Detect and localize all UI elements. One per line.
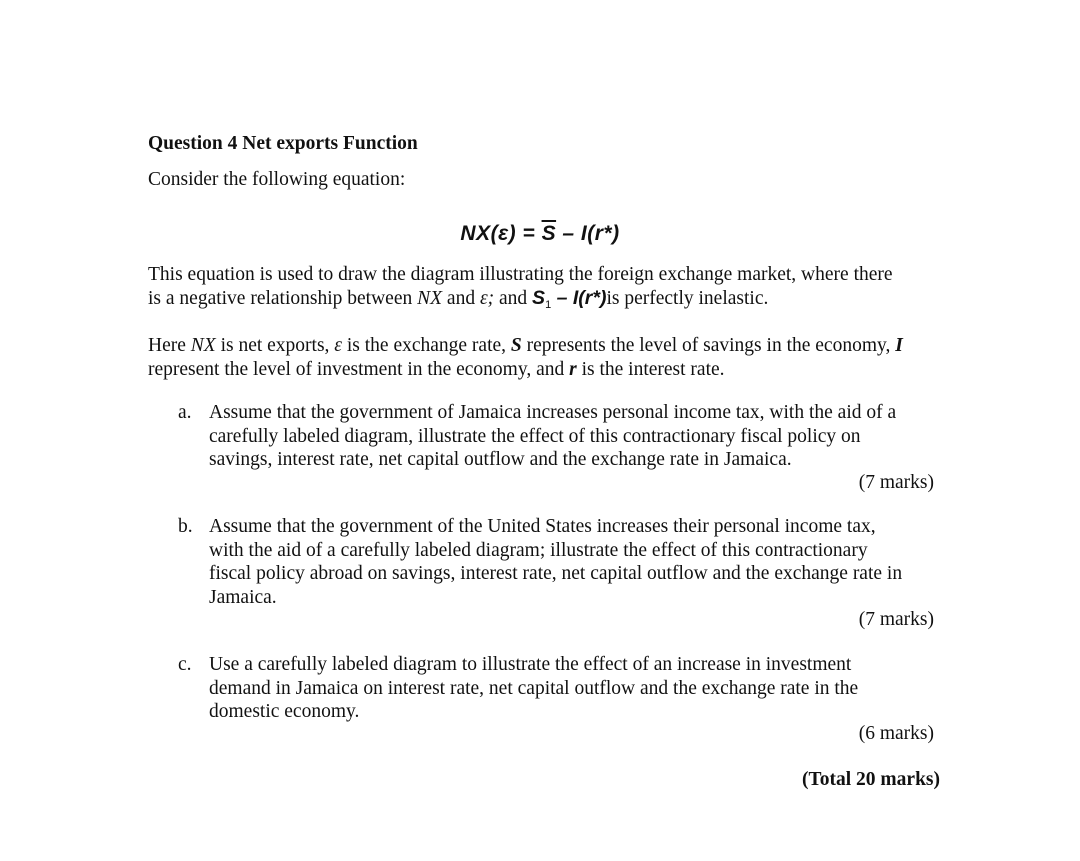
- text-run: represent the level of investment in the economy, and: [148, 358, 570, 380]
- text-run: is a negative relationship between: [148, 287, 418, 309]
- epsilon-symbol: ε;: [479, 287, 500, 309]
- s-subscript: 1: [545, 298, 552, 311]
- part-label: a.: [178, 402, 192, 423]
- part-line: demand in Jamaica on interest rate, net capital outflow and the exchange rate in the: [209, 677, 859, 699]
- s-symbol: S: [532, 286, 546, 309]
- part-text: [209, 515, 979, 609]
- explanation-line-1: This equation is used to draw the diagram illustrating the foreign exchange market, where there: [148, 264, 893, 285]
- text-run: and: [499, 287, 533, 309]
- nx-symbol: NX: [417, 287, 443, 309]
- part-line: with the aid of a carefully labeled diagram; illustrate the effect of this contractionary: [209, 539, 868, 561]
- part-a-marks: (7 marks): [858, 472, 934, 493]
- text-run: is the interest rate.: [576, 358, 725, 380]
- equation: [0, 222, 1080, 246]
- equation-lhs: NX(ε): [460, 222, 517, 245]
- part-b-marks: (7 marks): [858, 609, 934, 630]
- total-marks: (Total 20 marks): [802, 769, 940, 790]
- question-title: Question 4 Net exports Function: [148, 133, 418, 154]
- text-run: represents the level of savings in the economy,: [521, 335, 896, 356]
- part-line: savings, interest rate, net capital outflow and the exchange rate in Jamaica.: [209, 449, 792, 470]
- part-label: b.: [178, 516, 193, 537]
- definitions-line-2: [148, 358, 998, 382]
- part-text: [209, 401, 979, 472]
- explanation-line-2: [148, 287, 998, 318]
- i-symbol: I: [895, 335, 903, 356]
- text-run: is the exchange rate,: [341, 335, 511, 356]
- r-symbol: r: [569, 358, 577, 380]
- part-line: domestic economy.: [209, 701, 360, 722]
- definitions-paragraph: [148, 334, 998, 381]
- equation-equals: =: [516, 222, 542, 245]
- s1-symbol: [532, 287, 606, 309]
- nx-symbol: NX: [190, 335, 216, 356]
- part-line: fiscal policy abroad on savings, interest rate, net capital outflow and the exchange rate in: [209, 563, 903, 584]
- part-line: Use a carefully labeled diagram to illustrate the effect of an increase in investment: [209, 654, 852, 675]
- text-run: and: [442, 287, 480, 309]
- investment-symbol: – I(r*): [551, 286, 607, 309]
- s-symbol: S: [510, 335, 522, 356]
- part-c-marks: (6 marks): [858, 723, 934, 744]
- part-line: Assume that the government of the United States increases their personal income tax,: [209, 516, 876, 537]
- part-line: carefully labeled diagram, illustrate the effect of this contractionary fiscal policy on: [209, 425, 861, 447]
- text-run: is perfectly inelastic.: [606, 287, 769, 309]
- epsilon-symbol: ε: [334, 335, 342, 356]
- equation-explanation: [148, 263, 998, 317]
- part-label: c.: [178, 654, 192, 675]
- part-line: Assume that the government of Jamaica increases personal income tax, with the aid of a: [209, 402, 897, 423]
- part-text: [209, 653, 979, 724]
- text-run: Here: [148, 335, 191, 356]
- part-line: Jamaica.: [209, 586, 277, 608]
- definitions-line-1: [148, 334, 998, 358]
- text-run: is net exports,: [215, 335, 335, 356]
- equation-savings: $\overline{S}$: [541, 222, 557, 245]
- intro-text: Consider the following equation:: [148, 169, 406, 190]
- equation-investment: – I(r*): [556, 222, 620, 245]
